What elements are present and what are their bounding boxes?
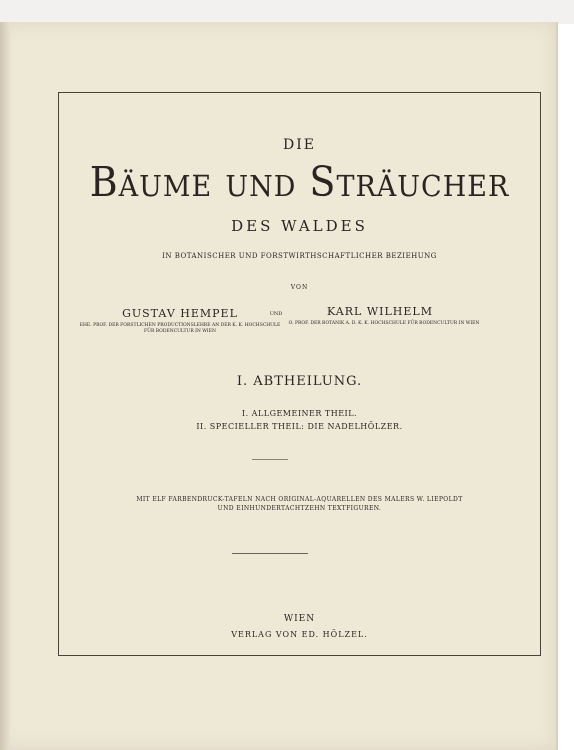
imprint-city: WIEN [283, 614, 316, 624]
part-two: II. SPECIELLER THEIL: DIE NADELHÖLZER. [196, 422, 403, 431]
subtitle: DES WALDES [231, 217, 368, 235]
illustrations-note-line2: UND EINHUNDERTACHTZEHN TEXTFIGUREN. [217, 505, 382, 512]
author-wilhelm: KARL WILHELM [327, 305, 433, 318]
title-die: DIE [283, 137, 316, 153]
background-surface [0, 0, 574, 24]
imprint-publisher: VERLAG VON ED. HÖLZEL. [231, 630, 368, 639]
divider-short [252, 459, 288, 460]
author-hempel-title: EHE. PROF. DER FORSTLICHEN PRODUCTIONSLEHRE AN DER K. K. HOCHSCHULE FÜR BODENCULTUR IN WIEN [79, 323, 281, 334]
main-title: Bäume und Sträucher [89, 158, 510, 206]
part-one: I. ALLGEMEINER THEIL. [241, 409, 358, 418]
abtheilung-heading: I. ABTHEILUNG. [236, 374, 363, 389]
und-label: UND [269, 311, 283, 317]
von-label: VON [290, 284, 309, 291]
divider-rule [232, 553, 308, 554]
author-wilhelm-title: O. PROF. DER BOTANIK A. D. K. K. HOCHSCHULE FÜR BODENCULTUR IN WIEN [288, 321, 480, 326]
page-edge-shadow [0, 22, 10, 750]
beziehung-line: IN BOTANISCHER UND FORSTWIRTHSCHAFTLICHER BEZIEHUNG [162, 252, 437, 260]
illustrations-note-line1: MIT ELF FARBENDRUCK-TAFELN NACH ORIGINAL-AQUARELLEN DES MALERS W. LIEPOLDT [136, 496, 463, 503]
author-hempel: GUSTAV HEMPEL [122, 307, 238, 320]
